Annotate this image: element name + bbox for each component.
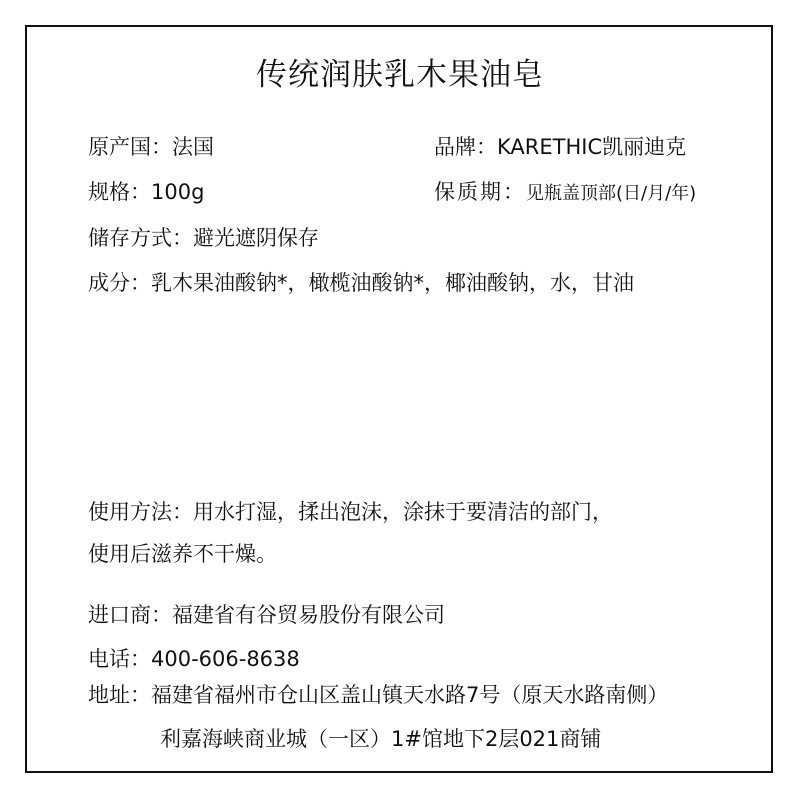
importer-row — [88, 605, 445, 626]
phone-row — [88, 649, 300, 670]
address-row — [88, 685, 668, 706]
importer-label: 进口商： — [88, 603, 172, 627]
address-line-1: 福建省福州市仓山区盖山镇天水路7号（原天水路南侧） — [151, 683, 669, 707]
storage-label: 储存方式： — [88, 226, 193, 250]
shelf-life-label: 保质期： — [434, 180, 526, 204]
usage-line-2: 使用后滋养不干燥。 — [88, 542, 277, 566]
phone-label: 电话： — [88, 647, 151, 671]
usage-label: 使用方法： — [88, 500, 193, 524]
origin-label: 原产国： — [88, 135, 172, 159]
origin-row — [88, 137, 214, 158]
usage-line-1: 用水打湿，揉出泡沫，涂抹于要清洁的部门， — [193, 500, 613, 524]
brand-row — [434, 137, 686, 158]
ingredients-label: 成分： — [88, 271, 151, 295]
importer-name: 福建省有谷贸易股份有限公司 — [172, 603, 445, 627]
shelf-life-value: 见瓶盖顶部(日/月/年) — [526, 183, 697, 204]
storage-value: 避光遮阴保存 — [193, 226, 319, 250]
origin-value: 法国 — [172, 135, 214, 159]
phone-value: 400-606-8638 — [151, 647, 300, 671]
brand-value: KARETHIC凯丽迪克 — [497, 135, 687, 159]
size-label: 规格： — [88, 180, 151, 204]
storage-row — [88, 228, 319, 249]
ingredients-value: 乳木果油酸钠*，橄榄油酸钠*，椰油酸钠，水，甘油 — [151, 271, 634, 295]
size-row — [88, 182, 204, 203]
shelf-life-row — [434, 182, 696, 203]
usage-row — [88, 502, 613, 523]
address-line-2: 利嘉海峡商业城（一区）1#馆地下2层021商铺 — [160, 727, 602, 751]
brand-label: 品牌： — [434, 135, 497, 159]
ingredients-row — [88, 273, 634, 294]
size-value: 100g — [151, 180, 205, 204]
product-title: 传统润肤乳木果油皂 — [256, 57, 544, 93]
address-label: 地址： — [88, 683, 151, 707]
